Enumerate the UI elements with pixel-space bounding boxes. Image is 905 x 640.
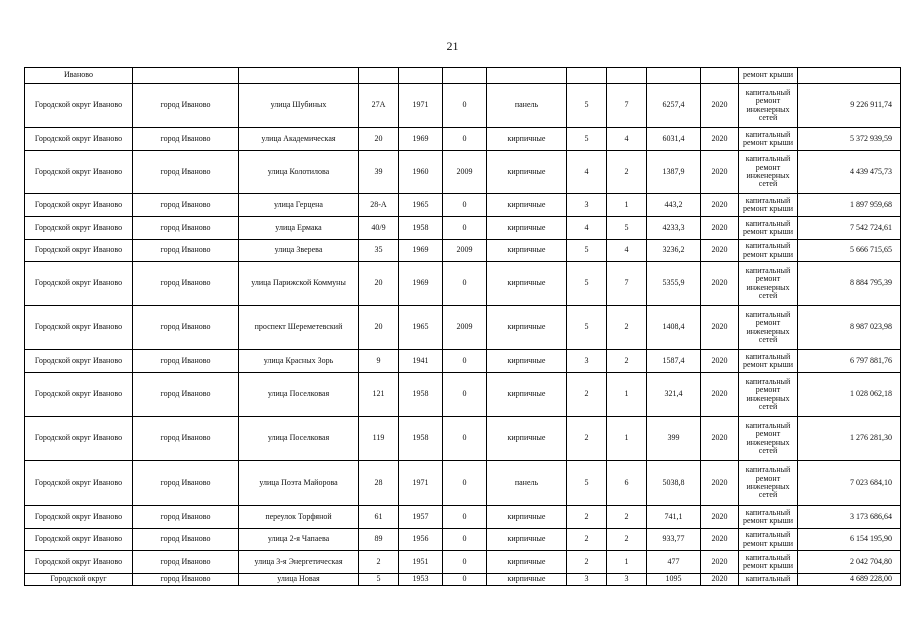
cell-work-type: капитальный ремонт крыши (739, 194, 798, 217)
cell-municipality: Городской округ Иваново (25, 306, 133, 350)
cell-wall-material: кирпичные (487, 151, 567, 194)
cell-year-built: 1958 (399, 373, 443, 417)
cell-cost: 6 797 881,76 (798, 350, 901, 373)
cell-plan-year: 2020 (701, 373, 739, 417)
cell-house: 39 (359, 151, 399, 194)
cell-year-overhaul: 0 (443, 373, 487, 417)
cell-year-built: 1941 (399, 350, 443, 373)
cell-street: улица Герцена (239, 194, 359, 217)
cell-cost: 1 028 062,18 (798, 373, 901, 417)
cell-floors: 2 (567, 506, 607, 529)
cell-plan-year: 2020 (701, 217, 739, 240)
cell-wall-material: кирпичные (487, 574, 567, 586)
cell-work-type: капитальный ремонт крыши (739, 551, 798, 574)
cell-wall-material: кирпичные (487, 194, 567, 217)
cell-plan-year: 2020 (701, 529, 739, 551)
cell-year-overhaul: 0 (443, 574, 487, 586)
cell-area: 1387,9 (647, 151, 701, 194)
cell-area: 4233,3 (647, 217, 701, 240)
cell-year-overhaul: 0 (443, 529, 487, 551)
cell-entrances: 5 (607, 217, 647, 240)
cell-locality: город Иваново (133, 461, 239, 506)
cell-year-overhaul: 0 (443, 417, 487, 461)
table-row (25, 240, 901, 262)
cell-area: 6257,4 (647, 84, 701, 128)
cell-work-type: капитальный ремонт крыши (739, 506, 798, 529)
cell-area: 5038,8 (647, 461, 701, 506)
cell-entrances: 2 (607, 506, 647, 529)
cell-work-type: капитальный ремонт крыши (739, 128, 798, 151)
cell-street: улица Шубиных (239, 84, 359, 128)
cell-year-built: 1951 (399, 551, 443, 574)
cell-municipality: Городской округ Иваново (25, 551, 133, 574)
cell-wall-material: панель (487, 84, 567, 128)
cell-street: проспект Шереметевский (239, 306, 359, 350)
cell-plan-year (701, 68, 739, 84)
cell-floors: 5 (567, 128, 607, 151)
cell-work-type: ремонт крыши (739, 68, 798, 84)
cell-cost: 5 666 715,65 (798, 240, 901, 262)
cell-year-built: 1965 (399, 306, 443, 350)
cell-work-type: капитальный ремонт инженерных сетей (739, 306, 798, 350)
cell-entrances: 1 (607, 194, 647, 217)
cell-plan-year: 2020 (701, 461, 739, 506)
cell-house: 20 (359, 306, 399, 350)
cell-entrances (607, 68, 647, 84)
cell-street: улица Поселковая (239, 417, 359, 461)
cell-cost: 4 689 228,00 (798, 574, 901, 586)
cell-plan-year: 2020 (701, 306, 739, 350)
cell-locality: город Иваново (133, 350, 239, 373)
cell-municipality: Городской округ Иваново (25, 529, 133, 551)
table-row (25, 306, 901, 350)
cell-year-built: 1969 (399, 262, 443, 306)
cell-year-built: 1971 (399, 84, 443, 128)
cell-year-built: 1969 (399, 128, 443, 151)
cell-wall-material: кирпичные (487, 306, 567, 350)
cell-municipality: Городской округ Иваново (25, 128, 133, 151)
cell-house: 28 (359, 461, 399, 506)
cell-year-overhaul: 0 (443, 84, 487, 128)
cell-entrances: 1 (607, 417, 647, 461)
cell-wall-material: кирпичные (487, 240, 567, 262)
page-number: 21 (446, 39, 459, 53)
cell-year-built (399, 68, 443, 84)
cell-floors: 5 (567, 240, 607, 262)
table-row (25, 506, 901, 529)
cell-year-built: 1956 (399, 529, 443, 551)
cell-entrances: 1 (607, 373, 647, 417)
cell-cost: 7 023 684,10 (798, 461, 901, 506)
cell-area: 1587,4 (647, 350, 701, 373)
cell-locality: город Иваново (133, 551, 239, 574)
cell-plan-year: 2020 (701, 84, 739, 128)
cell-floors: 5 (567, 262, 607, 306)
cell-floors: 4 (567, 151, 607, 194)
cell-year-overhaul: 0 (443, 262, 487, 306)
cell-street (239, 68, 359, 84)
cell-year-overhaul: 2009 (443, 151, 487, 194)
table-row (25, 151, 901, 194)
cell-locality: город Иваново (133, 194, 239, 217)
cell-locality: город Иваново (133, 306, 239, 350)
cell-area: 1408,4 (647, 306, 701, 350)
cell-house: 28-А (359, 194, 399, 217)
cell-work-type: капитальный ремонт инженерных сетей (739, 461, 798, 506)
cell-entrances: 3 (607, 574, 647, 586)
cell-cost: 8 987 023,98 (798, 306, 901, 350)
cell-plan-year: 2020 (701, 240, 739, 262)
cell-entrances: 7 (607, 84, 647, 128)
cell-work-type: капитальный ремонт инженерных сетей (739, 262, 798, 306)
table-row (25, 417, 901, 461)
cell-locality: город Иваново (133, 529, 239, 551)
cell-floors (567, 68, 607, 84)
cell-work-type: капитальный ремонт крыши (739, 240, 798, 262)
cell-entrances: 2 (607, 350, 647, 373)
cell-plan-year: 2020 (701, 262, 739, 306)
cell-year-overhaul (443, 68, 487, 84)
table-row (25, 262, 901, 306)
cell-plan-year: 2020 (701, 194, 739, 217)
cell-plan-year: 2020 (701, 506, 739, 529)
cell-street: улица Красных Зорь (239, 350, 359, 373)
cell-locality: город Иваново (133, 373, 239, 417)
cell-locality: город Иваново (133, 151, 239, 194)
cell-wall-material: кирпичные (487, 262, 567, 306)
cell-house: 2 (359, 551, 399, 574)
cell-year-overhaul: 2009 (443, 240, 487, 262)
cell-plan-year: 2020 (701, 151, 739, 194)
cell-municipality: Городской округ Иваново (25, 350, 133, 373)
cell-cost: 2 042 704,80 (798, 551, 901, 574)
cell-floors: 3 (567, 350, 607, 373)
cell-floors: 4 (567, 217, 607, 240)
cell-plan-year: 2020 (701, 350, 739, 373)
cell-municipality: Городской округ Иваново (25, 151, 133, 194)
cell-work-type: капитальный (739, 574, 798, 586)
cell-street: переулок Торфяной (239, 506, 359, 529)
cell-street: улица 2-я Чапаева (239, 529, 359, 551)
cell-floors: 2 (567, 529, 607, 551)
cell-municipality: Городской округ Иваново (25, 84, 133, 128)
cell-entrances: 7 (607, 262, 647, 306)
cell-cost: 8 884 795,39 (798, 262, 901, 306)
housing-repair-table-wrapper (24, 67, 900, 586)
cell-work-type: капитальный ремонт инженерных сетей (739, 151, 798, 194)
cell-municipality: Городской округ Иваново (25, 240, 133, 262)
cell-floors: 2 (567, 417, 607, 461)
cell-cost: 3 173 686,64 (798, 506, 901, 529)
cell-house: 20 (359, 128, 399, 151)
cell-year-overhaul: 0 (443, 461, 487, 506)
cell-area: 477 (647, 551, 701, 574)
cell-house: 89 (359, 529, 399, 551)
cell-area: 3236,2 (647, 240, 701, 262)
cell-year-built: 1953 (399, 574, 443, 586)
cell-plan-year: 2020 (701, 551, 739, 574)
cell-house: 121 (359, 373, 399, 417)
cell-wall-material: кирпичные (487, 506, 567, 529)
cell-entrances: 2 (607, 529, 647, 551)
cell-area: 1095 (647, 574, 701, 586)
cell-municipality: Городской округ Иваново (25, 262, 133, 306)
cell-house: 27А (359, 84, 399, 128)
cell-street: улица 3-я Энергетическая (239, 551, 359, 574)
cell-locality: город Иваново (133, 217, 239, 240)
cell-floors: 2 (567, 373, 607, 417)
table-row (25, 128, 901, 151)
cell-floors: 5 (567, 84, 607, 128)
cell-wall-material: панель (487, 461, 567, 506)
cell-year-overhaul: 2009 (443, 306, 487, 350)
cell-floors: 5 (567, 306, 607, 350)
cell-year-built: 1965 (399, 194, 443, 217)
table-row (25, 574, 901, 586)
cell-year-overhaul: 0 (443, 506, 487, 529)
table-row (25, 217, 901, 240)
cell-locality: город Иваново (133, 240, 239, 262)
cell-house (359, 68, 399, 84)
cell-municipality: Городской округ Иваново (25, 373, 133, 417)
cell-year-overhaul: 0 (443, 551, 487, 574)
cell-entrances: 4 (607, 240, 647, 262)
cell-wall-material: кирпичные (487, 217, 567, 240)
table-row (25, 350, 901, 373)
cell-area: 321,4 (647, 373, 701, 417)
cell-floors: 2 (567, 551, 607, 574)
cell-floors: 5 (567, 461, 607, 506)
cell-wall-material (487, 68, 567, 84)
cell-work-type: капитальный ремонт крыши (739, 529, 798, 551)
cell-cost: 6 154 195,90 (798, 529, 901, 551)
cell-area: 6031,4 (647, 128, 701, 151)
cell-municipality: Иваново (25, 68, 133, 84)
cell-wall-material: кирпичные (487, 417, 567, 461)
cell-cost: 5 372 939,59 (798, 128, 901, 151)
cell-year-built: 1957 (399, 506, 443, 529)
cell-municipality: Городской округ Иваново (25, 217, 133, 240)
cell-cost: 1 897 959,68 (798, 194, 901, 217)
cell-entrances: 2 (607, 151, 647, 194)
cell-municipality: Городской округ Иваново (25, 417, 133, 461)
table-row (25, 68, 901, 84)
cell-locality: город Иваново (133, 417, 239, 461)
table-row (25, 551, 901, 574)
cell-year-built: 1958 (399, 217, 443, 240)
cell-street: улица Колотилова (239, 151, 359, 194)
cell-wall-material: кирпичные (487, 350, 567, 373)
table-row (25, 194, 901, 217)
cell-municipality: Городской округ Иваново (25, 194, 133, 217)
cell-plan-year: 2020 (701, 574, 739, 586)
cell-cost: 4 439 475,73 (798, 151, 901, 194)
cell-year-built: 1958 (399, 417, 443, 461)
table-row (25, 529, 901, 551)
cell-work-type: капитальный ремонт инженерных сетей (739, 417, 798, 461)
cell-street: улица Ермака (239, 217, 359, 240)
cell-cost: 7 542 724,61 (798, 217, 901, 240)
cell-house: 5 (359, 574, 399, 586)
cell-street: улица Новая (239, 574, 359, 586)
cell-municipality: Городской округ (25, 574, 133, 586)
cell-floors: 3 (567, 574, 607, 586)
cell-work-type: капитальный ремонт крыши (739, 350, 798, 373)
cell-area: 741,1 (647, 506, 701, 529)
cell-locality (133, 68, 239, 84)
cell-cost: 1 276 281,30 (798, 417, 901, 461)
table-body (25, 68, 901, 586)
cell-house: 35 (359, 240, 399, 262)
cell-entrances: 6 (607, 461, 647, 506)
cell-work-type: капитальный ремонт крыши (739, 217, 798, 240)
cell-year-overhaul: 0 (443, 128, 487, 151)
cell-floors: 3 (567, 194, 607, 217)
cell-entrances: 1 (607, 551, 647, 574)
cell-wall-material: кирпичные (487, 373, 567, 417)
cell-entrances: 2 (607, 306, 647, 350)
cell-locality: город Иваново (133, 128, 239, 151)
cell-street: улица Поэта Майорова (239, 461, 359, 506)
table-row (25, 84, 901, 128)
cell-street: улица Поселковая (239, 373, 359, 417)
cell-wall-material: кирпичные (487, 529, 567, 551)
cell-year-built: 1960 (399, 151, 443, 194)
cell-street: улица Парижской Коммуны (239, 262, 359, 306)
cell-year-built: 1971 (399, 461, 443, 506)
cell-locality: город Иваново (133, 506, 239, 529)
cell-year-overhaul: 0 (443, 217, 487, 240)
cell-house: 9 (359, 350, 399, 373)
cell-work-type: капитальный ремонт инженерных сетей (739, 84, 798, 128)
cell-area (647, 68, 701, 84)
cell-area: 5355,9 (647, 262, 701, 306)
cell-year-overhaul: 0 (443, 350, 487, 373)
cell-locality: город Иваново (133, 84, 239, 128)
cell-wall-material: кирпичные (487, 551, 567, 574)
table-row (25, 461, 901, 506)
cell-plan-year: 2020 (701, 128, 739, 151)
cell-work-type: капитальный ремонт инженерных сетей (739, 373, 798, 417)
cell-street: улица Академическая (239, 128, 359, 151)
housing-repair-table (24, 67, 901, 586)
cell-locality: город Иваново (133, 262, 239, 306)
cell-year-overhaul: 0 (443, 194, 487, 217)
cell-house: 61 (359, 506, 399, 529)
cell-municipality: Городской округ Иваново (25, 461, 133, 506)
cell-cost (798, 68, 901, 84)
cell-house: 119 (359, 417, 399, 461)
cell-area: 443,2 (647, 194, 701, 217)
cell-plan-year: 2020 (701, 417, 739, 461)
cell-street: улица Зверева (239, 240, 359, 262)
cell-locality: город Иваново (133, 574, 239, 586)
cell-house: 20 (359, 262, 399, 306)
table-row (25, 373, 901, 417)
cell-area: 399 (647, 417, 701, 461)
cell-area: 933,77 (647, 529, 701, 551)
cell-house: 40/9 (359, 217, 399, 240)
cell-wall-material: кирпичные (487, 128, 567, 151)
cell-cost: 9 226 911,74 (798, 84, 901, 128)
cell-year-built: 1969 (399, 240, 443, 262)
cell-municipality: Городской округ Иваново (25, 506, 133, 529)
cell-entrances: 4 (607, 128, 647, 151)
